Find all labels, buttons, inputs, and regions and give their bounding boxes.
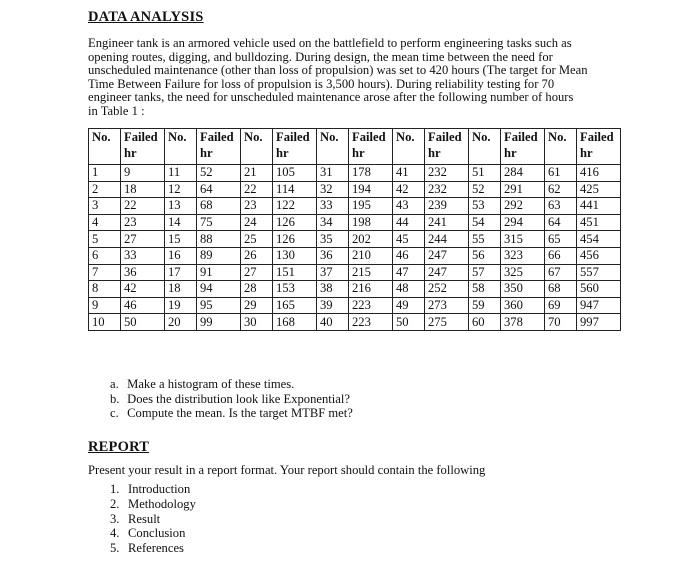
unit-number-cell: 26: [241, 247, 273, 264]
unit-number-cell: 48: [393, 281, 425, 298]
failed-hours-cell: 50: [121, 314, 165, 331]
unit-number-cell: 17: [165, 264, 197, 281]
unit-number-cell: 45: [393, 231, 425, 248]
failed-hours-cell: 451: [577, 214, 621, 231]
unit-number-cell: 62: [545, 181, 577, 198]
failure-times-table-wrapper: [88, 128, 621, 331]
unit-number-cell: 9: [89, 297, 121, 314]
failed-hours-cell: 36: [121, 264, 165, 281]
failed-hours-cell: 126: [273, 231, 317, 248]
unit-number-cell: 24: [241, 214, 273, 231]
report-item-marker: 1.: [110, 482, 120, 496]
intro-line: unscheduled maintenance (other than loss of propulsion) was set to 420 hours (The target for Mean: [88, 63, 588, 78]
unit-number-cell: 53: [469, 198, 501, 215]
section-title-data-analysis: DATA ANALYSIS: [88, 9, 204, 25]
report-item-text: References: [128, 541, 184, 556]
unit-number-cell: 59: [469, 297, 501, 314]
failed-hours-cell: 18: [121, 181, 165, 198]
unit-number-cell: 35: [317, 231, 349, 248]
unit-number-cell: 57: [469, 264, 501, 281]
failed-hours-cell: 202: [349, 231, 393, 248]
unit-number-cell: 20: [165, 314, 197, 331]
failed-hours-cell: 350: [501, 281, 545, 298]
table-row: [89, 281, 621, 298]
unit-number-cell: 12: [165, 181, 197, 198]
failed-hours-cell: 216: [349, 281, 393, 298]
failed-hours-cell: 91: [197, 264, 241, 281]
unit-number-cell: 4: [89, 214, 121, 231]
failed-hours-cell: 244: [425, 231, 469, 248]
column-header-no: No.: [469, 129, 501, 165]
report-item-marker: 5.: [110, 541, 120, 556]
failed-hours-cell: 114: [273, 181, 317, 198]
question-marker: b.: [110, 391, 120, 406]
unit-number-cell: 28: [241, 281, 273, 298]
failed-hours-cell: 241: [425, 214, 469, 231]
question-list: [110, 377, 353, 421]
unit-number-cell: 40: [317, 314, 349, 331]
table-row: [89, 198, 621, 215]
unit-number-cell: 51: [469, 165, 501, 182]
table-row: [89, 181, 621, 198]
intro-line: in Table 1 :: [88, 103, 145, 118]
failed-hours-cell: 194: [349, 181, 393, 198]
failed-hours-cell: 232: [425, 181, 469, 198]
unit-number-cell: 64: [545, 214, 577, 231]
table-row: [89, 165, 621, 182]
failed-hours-cell: 27: [121, 231, 165, 248]
unit-number-cell: 39: [317, 297, 349, 314]
failed-hours-cell: 275: [425, 314, 469, 331]
unit-number-cell: 60: [469, 314, 501, 331]
unit-number-cell: 50: [393, 314, 425, 331]
unit-number-cell: 43: [393, 198, 425, 215]
failed-hours-cell: 325: [501, 264, 545, 281]
unit-number-cell: 25: [241, 231, 273, 248]
failed-hours-cell: 99: [197, 314, 241, 331]
failed-hours-cell: 153: [273, 281, 317, 298]
failed-hours-cell: 105: [273, 165, 317, 182]
failed-hours-cell: 441: [577, 198, 621, 215]
failed-hours-cell: 232: [425, 165, 469, 182]
failed-hours-cell: 456: [577, 247, 621, 264]
report-item: [110, 526, 196, 541]
failed-hours-cell: 560: [577, 281, 621, 298]
failed-hours-cell: 360: [501, 297, 545, 314]
unit-number-cell: 36: [317, 247, 349, 264]
failed-hours-cell: 122: [273, 198, 317, 215]
unit-number-cell: 15: [165, 231, 197, 248]
unit-number-cell: 61: [545, 165, 577, 182]
unit-number-cell: 46: [393, 247, 425, 264]
column-header-failed-hr: Failed hr: [501, 129, 545, 165]
report-item-marker: 4.: [110, 526, 120, 541]
table-header-row: [89, 129, 621, 165]
unit-number-cell: 7: [89, 264, 121, 281]
unit-number-cell: 58: [469, 281, 501, 298]
report-sections-list: [110, 482, 196, 556]
unit-number-cell: 32: [317, 181, 349, 198]
failed-hours-cell: 557: [577, 264, 621, 281]
intro-line: Engineer tank is an armored vehicle used on the battlefield to perform engineering tasks such as: [88, 36, 572, 50]
unit-number-cell: 66: [545, 247, 577, 264]
failed-hours-cell: 33: [121, 247, 165, 264]
unit-number-cell: 38: [317, 281, 349, 298]
failed-hours-cell: 284: [501, 165, 545, 182]
unit-number-cell: 1: [89, 165, 121, 182]
failure-times-table: [88, 128, 621, 331]
unit-number-cell: 42: [393, 181, 425, 198]
failed-hours-cell: 291: [501, 181, 545, 198]
question-marker: c.: [110, 406, 119, 420]
unit-number-cell: 2: [89, 181, 121, 198]
column-header-no: No.: [393, 129, 425, 165]
report-item: [110, 541, 196, 556]
unit-number-cell: 68: [545, 281, 577, 298]
failed-hours-cell: 378: [501, 314, 545, 331]
unit-number-cell: 16: [165, 247, 197, 264]
intro-paragraph: [88, 37, 636, 119]
section-title-report: REPORT: [88, 439, 150, 455]
failed-hours-cell: 239: [425, 198, 469, 215]
report-item: [110, 512, 196, 527]
unit-number-cell: 30: [241, 314, 273, 331]
unit-number-cell: 47: [393, 264, 425, 281]
unit-number-cell: 13: [165, 198, 197, 215]
failed-hours-cell: 178: [349, 165, 393, 182]
failed-hours-cell: 252: [425, 281, 469, 298]
unit-number-cell: 23: [241, 198, 273, 215]
failed-hours-cell: 22: [121, 198, 165, 215]
failed-hours-cell: 89: [197, 247, 241, 264]
question-text: Does the distribution look like Exponential?: [124, 391, 350, 406]
failed-hours-cell: 9: [121, 165, 165, 182]
failed-hours-cell: 294: [501, 214, 545, 231]
failed-hours-cell: 416: [577, 165, 621, 182]
column-header-failed-hr: Failed hr: [197, 129, 241, 165]
table-row: [89, 264, 621, 281]
intro-line: engineer tanks, the need for unscheduled maintenance arose after the following number of hours: [88, 90, 574, 105]
column-header-no: No.: [241, 129, 273, 165]
failed-hours-cell: 151: [273, 264, 317, 281]
unit-number-cell: 29: [241, 297, 273, 314]
table-row: [89, 297, 621, 314]
unit-number-cell: 67: [545, 264, 577, 281]
question-item: [110, 406, 353, 421]
table-row: [89, 314, 621, 331]
failed-hours-cell: 323: [501, 247, 545, 264]
column-header-failed-hr: Failed hr: [273, 129, 317, 165]
failed-hours-cell: 168: [273, 314, 317, 331]
failed-hours-cell: 68: [197, 198, 241, 215]
unit-number-cell: 10: [89, 314, 121, 331]
table-row: [89, 214, 621, 231]
failed-hours-cell: 947: [577, 297, 621, 314]
question-text: Compute the mean. Is the target MTBF met?: [124, 406, 353, 420]
column-header-no: No.: [545, 129, 577, 165]
unit-number-cell: 11: [165, 165, 197, 182]
unit-number-cell: 27: [241, 264, 273, 281]
unit-number-cell: 54: [469, 214, 501, 231]
unit-number-cell: 37: [317, 264, 349, 281]
unit-number-cell: 55: [469, 231, 501, 248]
report-item: [110, 482, 196, 497]
failed-hours-cell: 75: [197, 214, 241, 231]
failed-hours-cell: 198: [349, 214, 393, 231]
unit-number-cell: 6: [89, 247, 121, 264]
failed-hours-cell: 195: [349, 198, 393, 215]
unit-number-cell: 8: [89, 281, 121, 298]
failed-hours-cell: 94: [197, 281, 241, 298]
failed-hours-cell: 52: [197, 165, 241, 182]
unit-number-cell: 31: [317, 165, 349, 182]
report-item-text: Methodology: [128, 496, 196, 511]
failed-hours-cell: 165: [273, 297, 317, 314]
failed-hours-cell: 42: [121, 281, 165, 298]
failed-hours-cell: 210: [349, 247, 393, 264]
unit-number-cell: 49: [393, 297, 425, 314]
question-item: [110, 377, 353, 392]
column-header-failed-hr: Failed hr: [121, 129, 165, 165]
column-header-failed-hr: Failed hr: [577, 129, 621, 165]
column-header-failed-hr: Failed hr: [349, 129, 393, 165]
unit-number-cell: 63: [545, 198, 577, 215]
unit-number-cell: 22: [241, 181, 273, 198]
unit-number-cell: 19: [165, 297, 197, 314]
unit-number-cell: 33: [317, 198, 349, 215]
unit-number-cell: 14: [165, 214, 197, 231]
intro-line: opening routes, digging, and bulldozing. During design, the mean time between the need for: [88, 49, 553, 64]
report-instructions: Present your result in a report format. Your report should contain the following: [88, 463, 486, 477]
failed-hours-cell: 454: [577, 231, 621, 248]
unit-number-cell: 5: [89, 231, 121, 248]
report-item-text: Introduction: [128, 482, 191, 496]
unit-number-cell: 44: [393, 214, 425, 231]
failed-hours-cell: 95: [197, 297, 241, 314]
failed-hours-cell: 46: [121, 297, 165, 314]
unit-number-cell: 41: [393, 165, 425, 182]
failed-hours-cell: 273: [425, 297, 469, 314]
table-row: [89, 247, 621, 264]
failed-hours-cell: 425: [577, 181, 621, 198]
failed-hours-cell: 315: [501, 231, 545, 248]
unit-number-cell: 34: [317, 214, 349, 231]
unit-number-cell: 69: [545, 297, 577, 314]
unit-number-cell: 18: [165, 281, 197, 298]
failed-hours-cell: 223: [349, 297, 393, 314]
failed-hours-cell: 223: [349, 314, 393, 331]
failed-hours-cell: 23: [121, 214, 165, 231]
report-item: [110, 497, 196, 512]
report-item-marker: 2.: [110, 496, 120, 511]
column-header-no: No.: [165, 129, 197, 165]
failed-hours-cell: 64: [197, 181, 241, 198]
question-item: [110, 392, 353, 407]
report-item-text: Conclusion: [128, 526, 186, 541]
failed-hours-cell: 997: [577, 314, 621, 331]
report-item-text: Result: [128, 511, 161, 526]
failed-hours-cell: 247: [425, 264, 469, 281]
column-header-no: No.: [89, 129, 121, 165]
unit-number-cell: 70: [545, 314, 577, 331]
unit-number-cell: 21: [241, 165, 273, 182]
failed-hours-cell: 215: [349, 264, 393, 281]
unit-number-cell: 3: [89, 198, 121, 215]
failed-hours-cell: 247: [425, 247, 469, 264]
question-marker: a.: [110, 377, 119, 391]
failed-hours-cell: 126: [273, 214, 317, 231]
column-header-no: No.: [317, 129, 349, 165]
unit-number-cell: 65: [545, 231, 577, 248]
report-item-marker: 3.: [110, 511, 120, 526]
failed-hours-cell: 292: [501, 198, 545, 215]
intro-line: Time Between Failure for loss of propulsion is 3,500 hours). During reliability testing for 70: [88, 76, 555, 91]
unit-number-cell: 56: [469, 247, 501, 264]
question-text: Make a histogram of these times.: [124, 377, 295, 391]
table-row: [89, 231, 621, 248]
failed-hours-cell: 130: [273, 247, 317, 264]
column-header-failed-hr: Failed hr: [425, 129, 469, 165]
unit-number-cell: 52: [469, 181, 501, 198]
failed-hours-cell: 88: [197, 231, 241, 248]
